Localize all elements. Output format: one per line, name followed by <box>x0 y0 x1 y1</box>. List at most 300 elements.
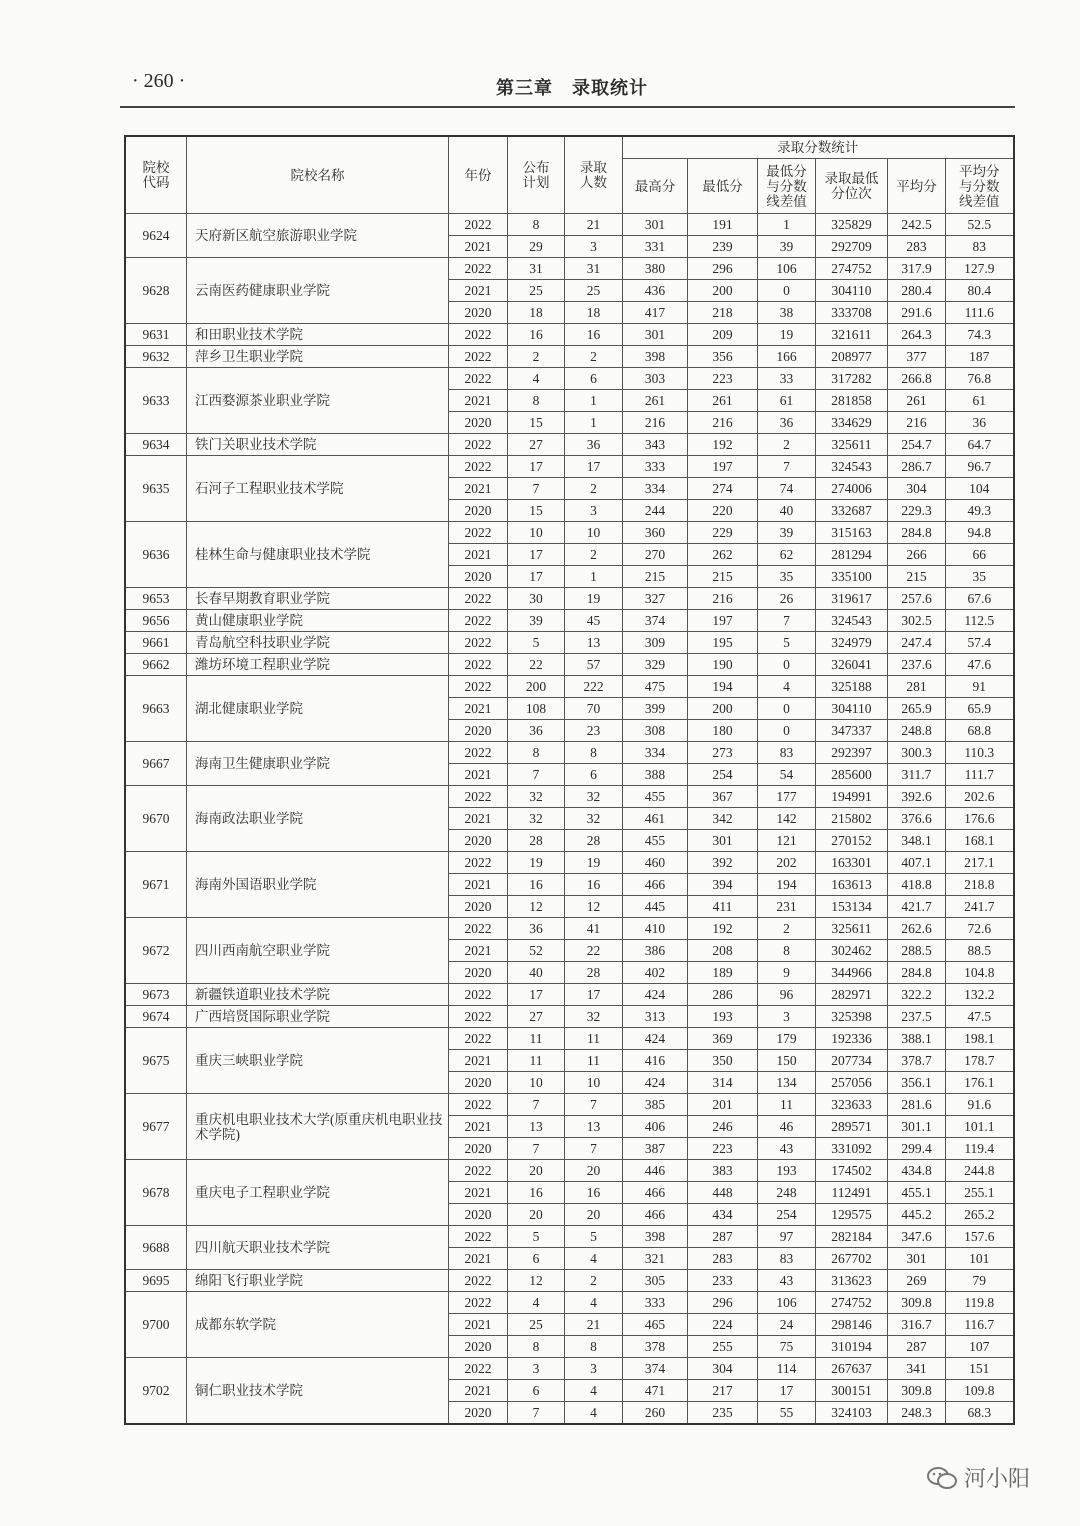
min-cell: 195 <box>688 632 758 654</box>
min-diff-cell: 254 <box>758 1204 816 1226</box>
min-rank-cell: 174502 <box>816 1160 888 1182</box>
admitted-cell: 13 <box>565 632 623 654</box>
min-diff-cell: 177 <box>758 786 816 808</box>
min-rank-cell: 324543 <box>816 456 888 478</box>
avg-diff-cell: 198.1 <box>946 1028 1014 1050</box>
avg-cell: 322.2 <box>888 984 946 1006</box>
max-cell: 466 <box>623 1182 688 1204</box>
avg-diff-cell: 151 <box>946 1358 1014 1380</box>
header-score-stats: 录取分数统计 <box>623 136 1014 159</box>
avg-diff-cell: 64.7 <box>946 434 1014 456</box>
plan-cell: 5 <box>508 632 565 654</box>
admitted-cell: 16 <box>565 1182 623 1204</box>
min-diff-cell: 61 <box>758 390 816 412</box>
min-diff-cell: 35 <box>758 566 816 588</box>
max-cell: 380 <box>623 258 688 280</box>
min-diff-cell: 19 <box>758 324 816 346</box>
plan-cell: 16 <box>508 1182 565 1204</box>
min-cell: 392 <box>688 852 758 874</box>
max-cell: 343 <box>623 434 688 456</box>
avg-cell: 229.3 <box>888 500 946 522</box>
max-cell: 327 <box>623 588 688 610</box>
year-cell: 2022 <box>449 918 508 940</box>
min-cell: 223 <box>688 368 758 390</box>
max-cell: 313 <box>623 1006 688 1028</box>
year-cell: 2020 <box>449 1402 508 1425</box>
avg-diff-cell: 88.5 <box>946 940 1014 962</box>
min-cell: 286 <box>688 984 758 1006</box>
school-name: 天府新区航空旅游职业学院 <box>187 214 449 258</box>
min-diff-cell: 40 <box>758 500 816 522</box>
year-cell: 2022 <box>449 368 508 390</box>
avg-diff-cell: 157.6 <box>946 1226 1014 1248</box>
table-body <box>125 214 1014 1425</box>
plan-cell: 36 <box>508 918 565 940</box>
year-cell: 2020 <box>449 720 508 742</box>
min-diff-cell: 7 <box>758 456 816 478</box>
school-name: 黄山健康职业学院 <box>187 610 449 632</box>
min-rank-cell: 333708 <box>816 302 888 324</box>
min-cell: 200 <box>688 280 758 302</box>
min-cell: 254 <box>688 764 758 786</box>
max-cell: 424 <box>623 1072 688 1094</box>
plan-cell: 25 <box>508 280 565 302</box>
min-cell: 201 <box>688 1094 758 1116</box>
school-code: 9671 <box>125 852 187 918</box>
min-diff-cell: 0 <box>758 720 816 742</box>
avg-diff-cell: 132.2 <box>946 984 1014 1006</box>
avg-cell: 257.6 <box>888 588 946 610</box>
school-name: 重庆三峡职业学院 <box>187 1028 449 1094</box>
avg-diff-cell: 218.8 <box>946 874 1014 896</box>
avg-cell: 266.8 <box>888 368 946 390</box>
min-diff-cell: 83 <box>758 742 816 764</box>
plan-cell: 32 <box>508 786 565 808</box>
table-row <box>125 632 1014 654</box>
min-rank-cell: 274006 <box>816 478 888 500</box>
min-cell: 194 <box>688 676 758 698</box>
table-row <box>125 786 1014 808</box>
avg-cell: 301 <box>888 1248 946 1270</box>
avg-diff-cell: 96.7 <box>946 456 1014 478</box>
year-cell: 2022 <box>449 1358 508 1380</box>
max-cell: 216 <box>623 412 688 434</box>
max-cell: 424 <box>623 1028 688 1050</box>
max-cell: 244 <box>623 500 688 522</box>
plan-cell: 11 <box>508 1050 565 1072</box>
school-name: 海南政法职业学院 <box>187 786 449 852</box>
avg-diff-cell: 72.6 <box>946 918 1014 940</box>
min-diff-cell: 9 <box>758 962 816 984</box>
avg-diff-cell: 119.8 <box>946 1292 1014 1314</box>
avg-diff-cell: 49.3 <box>946 500 1014 522</box>
school-code: 9677 <box>125 1094 187 1160</box>
plan-cell: 15 <box>508 500 565 522</box>
admitted-cell: 12 <box>565 896 623 918</box>
plan-cell: 12 <box>508 1270 565 1292</box>
avg-diff-cell: 80.4 <box>946 280 1014 302</box>
min-cell: 220 <box>688 500 758 522</box>
table-row <box>125 346 1014 368</box>
school-name: 铁门关职业技术学院 <box>187 434 449 456</box>
plan-cell: 19 <box>508 852 565 874</box>
min-rank-cell: 292397 <box>816 742 888 764</box>
school-code: 9653 <box>125 588 187 610</box>
year-cell: 2022 <box>449 346 508 368</box>
min-rank-cell: 153134 <box>816 896 888 918</box>
school-name: 青岛航空科技职业学院 <box>187 632 449 654</box>
max-cell: 398 <box>623 1226 688 1248</box>
header-code: 院校代码 <box>125 136 187 214</box>
min-diff-cell: 96 <box>758 984 816 1006</box>
plan-cell: 31 <box>508 258 565 280</box>
admitted-cell: 18 <box>565 302 623 324</box>
avg-cell: 376.6 <box>888 808 946 830</box>
year-cell: 2020 <box>449 1072 508 1094</box>
school-name: 石河子工程职业技术学院 <box>187 456 449 522</box>
school-code: 9674 <box>125 1006 187 1028</box>
min-rank-cell: 315163 <box>816 522 888 544</box>
plan-cell: 7 <box>508 1094 565 1116</box>
avg-cell: 445.2 <box>888 1204 946 1226</box>
min-rank-cell: 163613 <box>816 874 888 896</box>
header-admitted: 录取人数 <box>565 136 623 214</box>
year-cell: 2021 <box>449 1182 508 1204</box>
min-diff-cell: 248 <box>758 1182 816 1204</box>
school-code: 9663 <box>125 676 187 742</box>
min-diff-cell: 166 <box>758 346 816 368</box>
min-cell: 200 <box>688 698 758 720</box>
min-diff-cell: 5 <box>758 632 816 654</box>
admitted-cell: 45 <box>565 610 623 632</box>
max-cell: 333 <box>623 1292 688 1314</box>
min-cell: 448 <box>688 1182 758 1204</box>
avg-diff-cell: 66 <box>946 544 1014 566</box>
avg-cell: 302.5 <box>888 610 946 632</box>
plan-cell: 13 <box>508 1116 565 1138</box>
min-rank-cell: 267702 <box>816 1248 888 1270</box>
max-cell: 455 <box>623 786 688 808</box>
min-rank-cell: 302462 <box>816 940 888 962</box>
min-diff-cell: 202 <box>758 852 816 874</box>
year-cell: 2022 <box>449 984 508 1006</box>
plan-cell: 17 <box>508 456 565 478</box>
year-cell: 2022 <box>449 610 508 632</box>
year-cell: 2022 <box>449 654 508 676</box>
max-cell: 270 <box>623 544 688 566</box>
max-cell: 374 <box>623 610 688 632</box>
school-name: 海南卫生健康职业学院 <box>187 742 449 786</box>
year-cell: 2021 <box>449 764 508 786</box>
avg-cell: 348.1 <box>888 830 946 852</box>
year-cell: 2022 <box>449 676 508 698</box>
min-diff-cell: 0 <box>758 280 816 302</box>
min-cell: 191 <box>688 214 758 236</box>
year-cell: 2022 <box>449 1226 508 1248</box>
year-cell: 2022 <box>449 1094 508 1116</box>
admitted-cell: 28 <box>565 962 623 984</box>
header-max: 最高分 <box>623 159 688 214</box>
avg-diff-cell: 67.6 <box>946 588 1014 610</box>
admitted-cell: 20 <box>565 1204 623 1226</box>
min-rank-cell: 207734 <box>816 1050 888 1072</box>
header-name: 院校名称 <box>187 136 449 214</box>
min-cell: 217 <box>688 1380 758 1402</box>
min-cell: 192 <box>688 434 758 456</box>
avg-diff-cell: 47.6 <box>946 654 1014 676</box>
min-rank-cell: 331092 <box>816 1138 888 1160</box>
plan-cell: 8 <box>508 390 565 412</box>
min-cell: 296 <box>688 1292 758 1314</box>
min-diff-cell: 179 <box>758 1028 816 1050</box>
avg-cell: 309.8 <box>888 1380 946 1402</box>
avg-cell: 317.9 <box>888 258 946 280</box>
min-cell: 356 <box>688 346 758 368</box>
plan-cell: 10 <box>508 1072 565 1094</box>
min-rank-cell: 317282 <box>816 368 888 390</box>
min-cell: 296 <box>688 258 758 280</box>
school-code: 9662 <box>125 654 187 676</box>
max-cell: 417 <box>623 302 688 324</box>
min-diff-cell: 3 <box>758 1006 816 1028</box>
header-avg-diff: 平均分与分数线差值 <box>946 159 1014 214</box>
year-cell: 2021 <box>449 1380 508 1402</box>
avg-cell: 264.3 <box>888 324 946 346</box>
avg-diff-cell: 68.3 <box>946 1402 1014 1425</box>
admitted-cell: 21 <box>565 1314 623 1336</box>
min-rank-cell: 274752 <box>816 1292 888 1314</box>
min-rank-cell: 270152 <box>816 830 888 852</box>
min-diff-cell: 46 <box>758 1116 816 1138</box>
avg-diff-cell: 94.8 <box>946 522 1014 544</box>
min-diff-cell: 75 <box>758 1336 816 1358</box>
plan-cell: 6 <box>508 1248 565 1270</box>
year-cell: 2021 <box>449 874 508 896</box>
min-cell: 189 <box>688 962 758 984</box>
min-cell: 216 <box>688 588 758 610</box>
min-cell: 197 <box>688 456 758 478</box>
avg-cell: 341 <box>888 1358 946 1380</box>
table-row <box>125 1160 1014 1182</box>
min-cell: 394 <box>688 874 758 896</box>
plan-cell: 7 <box>508 1138 565 1160</box>
avg-cell: 248.8 <box>888 720 946 742</box>
min-cell: 229 <box>688 522 758 544</box>
min-diff-cell: 0 <box>758 654 816 676</box>
min-diff-cell: 43 <box>758 1138 816 1160</box>
plan-cell: 52 <box>508 940 565 962</box>
min-diff-cell: 24 <box>758 1314 816 1336</box>
avg-cell: 356.1 <box>888 1072 946 1094</box>
max-cell: 398 <box>623 346 688 368</box>
admitted-cell: 32 <box>565 1006 623 1028</box>
min-cell: 197 <box>688 610 758 632</box>
min-rank-cell: 282184 <box>816 1226 888 1248</box>
min-diff-cell: 1 <box>758 214 816 236</box>
year-cell: 2022 <box>449 214 508 236</box>
table-row <box>125 214 1014 236</box>
max-cell: 321 <box>623 1248 688 1270</box>
year-cell: 2021 <box>449 1314 508 1336</box>
plan-cell: 16 <box>508 874 565 896</box>
max-cell: 424 <box>623 984 688 1006</box>
plan-cell: 36 <box>508 720 565 742</box>
admitted-cell: 19 <box>565 588 623 610</box>
avg-diff-cell: 91.6 <box>946 1094 1014 1116</box>
max-cell: 445 <box>623 896 688 918</box>
plan-cell: 28 <box>508 830 565 852</box>
min-rank-cell: 325188 <box>816 676 888 698</box>
admitted-cell: 16 <box>565 324 623 346</box>
school-name: 海南外国语职业学院 <box>187 852 449 918</box>
account-name: 河小阳 <box>964 1467 1031 1492</box>
school-name: 四川航天职业技术学院 <box>187 1226 449 1270</box>
school-name: 桂林生命与健康职业技术学院 <box>187 522 449 588</box>
min-cell: 411 <box>688 896 758 918</box>
max-cell: 305 <box>623 1270 688 1292</box>
school-code: 9628 <box>125 258 187 324</box>
school-name: 潍坊环境工程职业学院 <box>187 654 449 676</box>
year-cell: 2021 <box>449 1248 508 1270</box>
min-cell: 223 <box>688 1138 758 1160</box>
max-cell: 301 <box>623 214 688 236</box>
min-rank-cell: 281858 <box>816 390 888 412</box>
plan-cell: 12 <box>508 896 565 918</box>
min-cell: 193 <box>688 1006 758 1028</box>
admitted-cell: 4 <box>565 1402 623 1425</box>
table-row <box>125 676 1014 698</box>
min-cell: 273 <box>688 742 758 764</box>
table-row <box>125 1270 1014 1292</box>
plan-cell: 17 <box>508 544 565 566</box>
min-rank-cell: 298146 <box>816 1314 888 1336</box>
school-code: 9631 <box>125 324 187 346</box>
min-cell: 239 <box>688 236 758 258</box>
year-cell: 2020 <box>449 1204 508 1226</box>
school-code: 9672 <box>125 918 187 984</box>
avg-diff-cell: 91 <box>946 676 1014 698</box>
admitted-cell: 2 <box>565 1270 623 1292</box>
avg-cell: 265.9 <box>888 698 946 720</box>
min-diff-cell: 74 <box>758 478 816 500</box>
avg-cell: 388.1 <box>888 1028 946 1050</box>
year-cell: 2020 <box>449 896 508 918</box>
min-diff-cell: 55 <box>758 1402 816 1425</box>
min-rank-cell: 321611 <box>816 324 888 346</box>
min-diff-cell: 231 <box>758 896 816 918</box>
year-cell: 2022 <box>449 1292 508 1314</box>
admitted-cell: 28 <box>565 830 623 852</box>
min-diff-cell: 36 <box>758 412 816 434</box>
plan-cell: 32 <box>508 808 565 830</box>
avg-diff-cell: 168.1 <box>946 830 1014 852</box>
admitted-cell: 57 <box>565 654 623 676</box>
min-cell: 301 <box>688 830 758 852</box>
min-rank-cell: 344966 <box>816 962 888 984</box>
avg-diff-cell: 36 <box>946 412 1014 434</box>
avg-diff-cell: 176.1 <box>946 1072 1014 1094</box>
avg-diff-cell: 61 <box>946 390 1014 412</box>
admitted-cell: 22 <box>565 940 623 962</box>
plan-cell: 8 <box>508 742 565 764</box>
min-cell: 180 <box>688 720 758 742</box>
min-rank-cell: 319617 <box>816 588 888 610</box>
avg-diff-cell: 47.5 <box>946 1006 1014 1028</box>
admitted-cell: 4 <box>565 1248 623 1270</box>
school-code: 9634 <box>125 434 187 456</box>
school-code: 9632 <box>125 346 187 368</box>
plan-cell: 4 <box>508 368 565 390</box>
max-cell: 260 <box>623 1402 688 1425</box>
min-cell: 350 <box>688 1050 758 1072</box>
year-cell: 2022 <box>449 1270 508 1292</box>
table-row <box>125 984 1014 1006</box>
school-name: 成都东软学院 <box>187 1292 449 1358</box>
min-cell: 192 <box>688 918 758 940</box>
max-cell: 303 <box>623 368 688 390</box>
min-diff-cell: 106 <box>758 258 816 280</box>
plan-cell: 16 <box>508 324 565 346</box>
page-number: · 260 · <box>132 70 186 92</box>
min-diff-cell: 38 <box>758 302 816 324</box>
avg-cell: 309.8 <box>888 1292 946 1314</box>
min-cell: 215 <box>688 566 758 588</box>
year-cell: 2022 <box>449 434 508 456</box>
school-code: 9673 <box>125 984 187 1006</box>
avg-diff-cell: 76.8 <box>946 368 1014 390</box>
avg-diff-cell: 65.9 <box>946 698 1014 720</box>
avg-diff-cell: 265.2 <box>946 1204 1014 1226</box>
min-rank-cell: 285600 <box>816 764 888 786</box>
school-code: 9675 <box>125 1028 187 1094</box>
avg-cell: 288.5 <box>888 940 946 962</box>
min-rank-cell: 313623 <box>816 1270 888 1292</box>
avg-cell: 286.7 <box>888 456 946 478</box>
admitted-cell: 32 <box>565 786 623 808</box>
min-rank-cell: 267637 <box>816 1358 888 1380</box>
avg-cell: 455.1 <box>888 1182 946 1204</box>
admitted-cell: 16 <box>565 874 623 896</box>
school-name: 重庆机电职业技术大学(原重庆机电职业技术学院) <box>187 1094 449 1160</box>
school-code: 9661 <box>125 632 187 654</box>
min-diff-cell: 142 <box>758 808 816 830</box>
year-cell: 2021 <box>449 236 508 258</box>
max-cell: 334 <box>623 478 688 500</box>
year-cell: 2020 <box>449 302 508 324</box>
min-diff-cell: 0 <box>758 698 816 720</box>
min-cell: 224 <box>688 1314 758 1336</box>
avg-cell: 378.7 <box>888 1050 946 1072</box>
table-row <box>125 610 1014 632</box>
year-cell: 2021 <box>449 698 508 720</box>
plan-cell: 200 <box>508 676 565 698</box>
school-name: 铜仁职业技术学院 <box>187 1358 449 1425</box>
school-name: 湖北健康职业学院 <box>187 676 449 742</box>
year-cell: 2021 <box>449 808 508 830</box>
min-diff-cell: 54 <box>758 764 816 786</box>
school-code: 9688 <box>125 1226 187 1270</box>
school-code: 9695 <box>125 1270 187 1292</box>
school-code: 9624 <box>125 214 187 258</box>
max-cell: 455 <box>623 830 688 852</box>
max-cell: 360 <box>623 522 688 544</box>
max-cell: 334 <box>623 742 688 764</box>
avg-cell: 242.5 <box>888 214 946 236</box>
admitted-cell: 1 <box>565 390 623 412</box>
max-cell: 388 <box>623 764 688 786</box>
school-name: 广西培贤国际职业学院 <box>187 1006 449 1028</box>
admitted-cell: 2 <box>565 346 623 368</box>
